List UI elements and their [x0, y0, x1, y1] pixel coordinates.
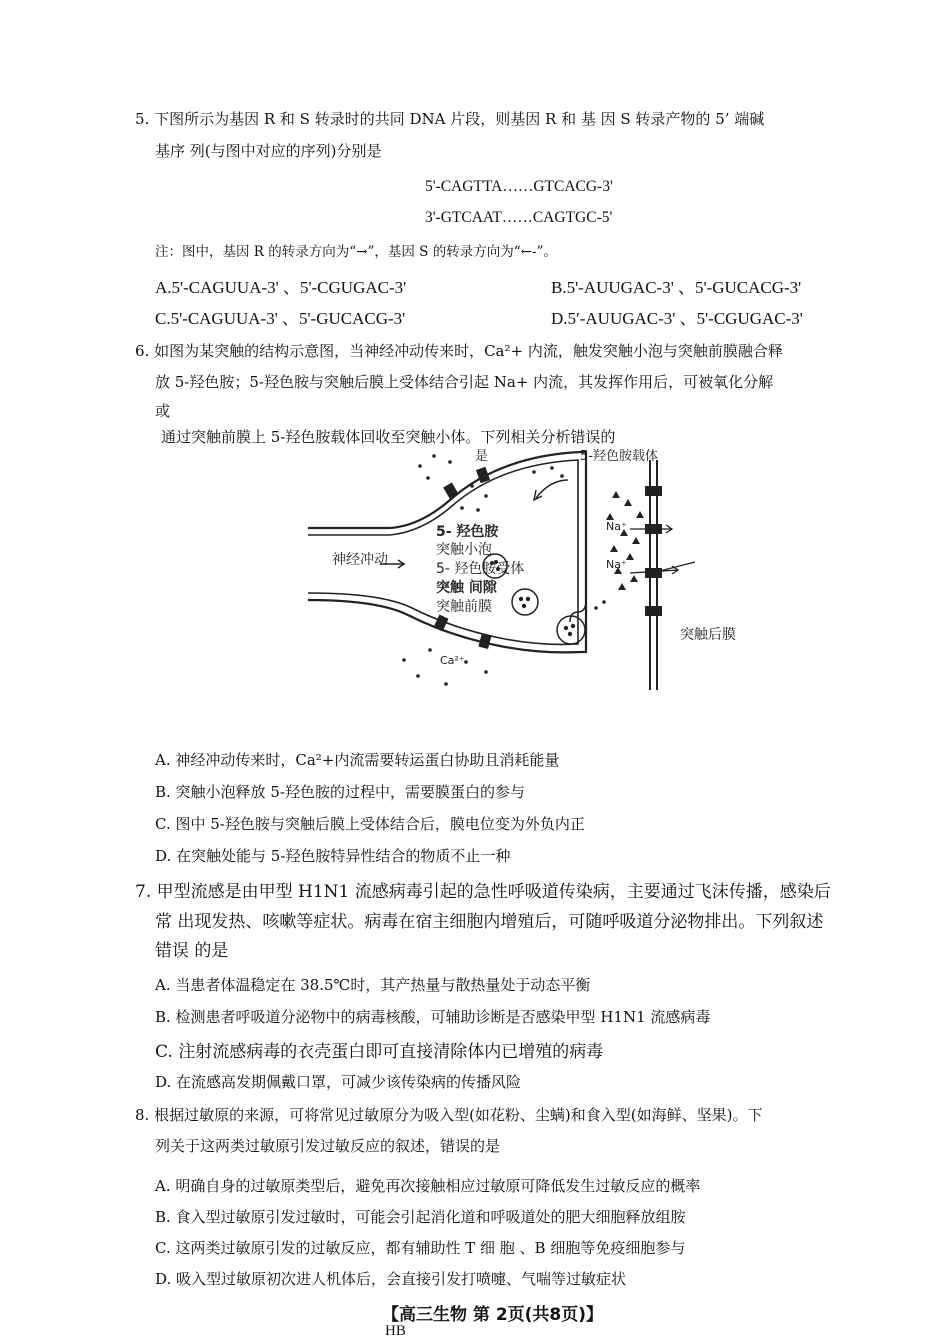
- q7-stem-line3: 错误 的是: [155, 941, 229, 961]
- reuptake-arrow: [536, 480, 568, 498]
- na-influx-arrows: [630, 525, 695, 574]
- q6-option-d: D. 在突触处能与 5-羟色胺特异性结合的物质不止一种: [155, 847, 511, 865]
- q6-option-c: C. 图中 5-羟色胺与突触后膜上受体结合后，膜电位变为外负内正: [155, 815, 585, 833]
- q8-stem-line2: 列关于这两类过敏原引发过敏反应的叙述，错误的是: [155, 1137, 501, 1155]
- q7-option-c: C. 注射流感病毒的衣壳蛋白即可直接清除体内已增殖的病毒: [155, 1042, 604, 1062]
- q6-option-b: B. 突触小泡释放 5-羟色胺的过程中，需要膜蛋白的参与: [155, 783, 525, 801]
- label-nerve-impulse: 神经冲动: [332, 552, 388, 568]
- q8-option-a: A. 明确自身的过敏原类型后，避免再次接触相应过敏原可降低发生过敏反应的概率: [155, 1177, 701, 1195]
- q6-stem-line4: 通过突触前膜上 5-羟色胺载体回收至突触小体。下列相关分析错误的: [161, 428, 616, 446]
- label-ca: Ca²⁺: [440, 654, 465, 667]
- q5-option-c: C.5'-CAGUUA-3' 、5'-GUCACG-3': [155, 309, 406, 328]
- page-footer-code: HB: [385, 1323, 406, 1339]
- q7-option-b: B. 检测患者呼吸道分泌物中的病毒核酸，可辅助诊断是否感染甲型 H1N1 流感病毒: [155, 1008, 711, 1026]
- q7-stem-line1: 7. 甲型流感是由甲型 H1N1 流感病毒引起的急性呼吸道传染病，主要通过飞沫传播，感染后: [135, 882, 831, 902]
- label-post-membrane: 突触后膜: [680, 627, 736, 643]
- label-vesicle: 突触小泡: [436, 542, 492, 558]
- q6-stem-line3: 或: [155, 402, 171, 420]
- q8-option-b: B. 食入型过敏原引发过敏时，可能会引起消化道和呼吸道处的肥大细胞释放组胺: [155, 1208, 686, 1226]
- ca-channel-bottom: [434, 615, 492, 650]
- synapse-diagram: [300, 440, 780, 700]
- q5-stem-line2: 基序 列(与图中对应的序列)分别是: [155, 142, 382, 160]
- q5-stem-line1: 5. 下图所示为基因 R 和 S 转录时的共同 DNA 片段，则基因 R 和 基 因 S 转录产物的 5’ 端碱: [135, 110, 765, 128]
- label-5ht-carrier: 5-羟色胺载体: [580, 449, 658, 464]
- q5-dna-bottom-strand: 3'-GTCAAT……CAGTGC-5': [425, 209, 613, 226]
- q7-stem-line2: 常 出现发热、咳嗽等症状。病毒在宿主细胞内增殖后，可随呼吸道分泌物排出。下列叙述: [155, 912, 824, 932]
- q5-note: 注：图中，基因 R 的转录方向为“→”，基因 S 的转录方向为“←-”。: [155, 244, 557, 260]
- label-pre-membrane: 突触前膜: [436, 599, 492, 615]
- q8-option-c: C. 这两类过敏原引发的过敏反应，都有辅助性 T 细 胞 、B 细胞等免疫细胞参与: [155, 1239, 686, 1257]
- label-5ht-receptor: 5- 羟色胺受体: [436, 561, 525, 577]
- q6-stem-line1: 6. 如图为某突触的结构示意图，当神经冲动传来时，Ca²+ 内流，触发突触小泡与突触前膜融合释: [135, 342, 783, 360]
- q7-option-a: A. 当患者体温稳定在 38.5℃时，其产热量与散热量处于动态平衡: [155, 976, 591, 994]
- 5ht-molecules: [606, 491, 644, 590]
- 5ht-receptor: [645, 486, 662, 616]
- q5-dna-top-strand: 5'-CAGTTA……GTCACG-3': [425, 178, 613, 195]
- q7-option-d: D. 在流感高发期佩戴口罩，可减少该传染病的传播风险: [155, 1073, 522, 1091]
- label-5ht: 5- 羟色胺: [436, 524, 499, 540]
- q8-stem-line1: 8. 根据过敏原的来源，可将常见过敏原分为吸入型(如花粉、尘螨)和食入型(如海鲜、坚果)。下: [135, 1106, 763, 1124]
- q5-option-a: A.5'-CAGUUA-3' 、5'-CGUGAC-3': [155, 278, 407, 297]
- label-na-1: Na⁺: [606, 520, 627, 533]
- page-footer-title: 【高三生物 第 2页(共8页)】: [382, 1305, 604, 1325]
- q8-option-d: D. 吸入型过敏原初次进人机体后，会直接引发打喷嚏、气喘等过敏症状: [155, 1270, 627, 1288]
- q6-option-a: A. 神经冲动传来时，Ca²+内流需要转运蛋白协助且消耗能量: [155, 751, 560, 769]
- label-na-2: Na⁺: [606, 558, 627, 571]
- q6-stem-line2: 放 5-羟色胺；5-羟色胺与突触后膜上受体结合引起 Na+ 内流，其发挥作用后，可被氧化分解: [155, 373, 774, 391]
- label-cleft: 突触 间隙: [436, 580, 497, 596]
- label-shi: 是: [475, 449, 489, 464]
- q5-option-b: B.5'-AUUGAC-3' 、5'-GUCACG-3': [551, 278, 802, 297]
- q5-option-d: D.5′-AUUGAC-3' 、5'-CGUGAC-3': [551, 309, 803, 328]
